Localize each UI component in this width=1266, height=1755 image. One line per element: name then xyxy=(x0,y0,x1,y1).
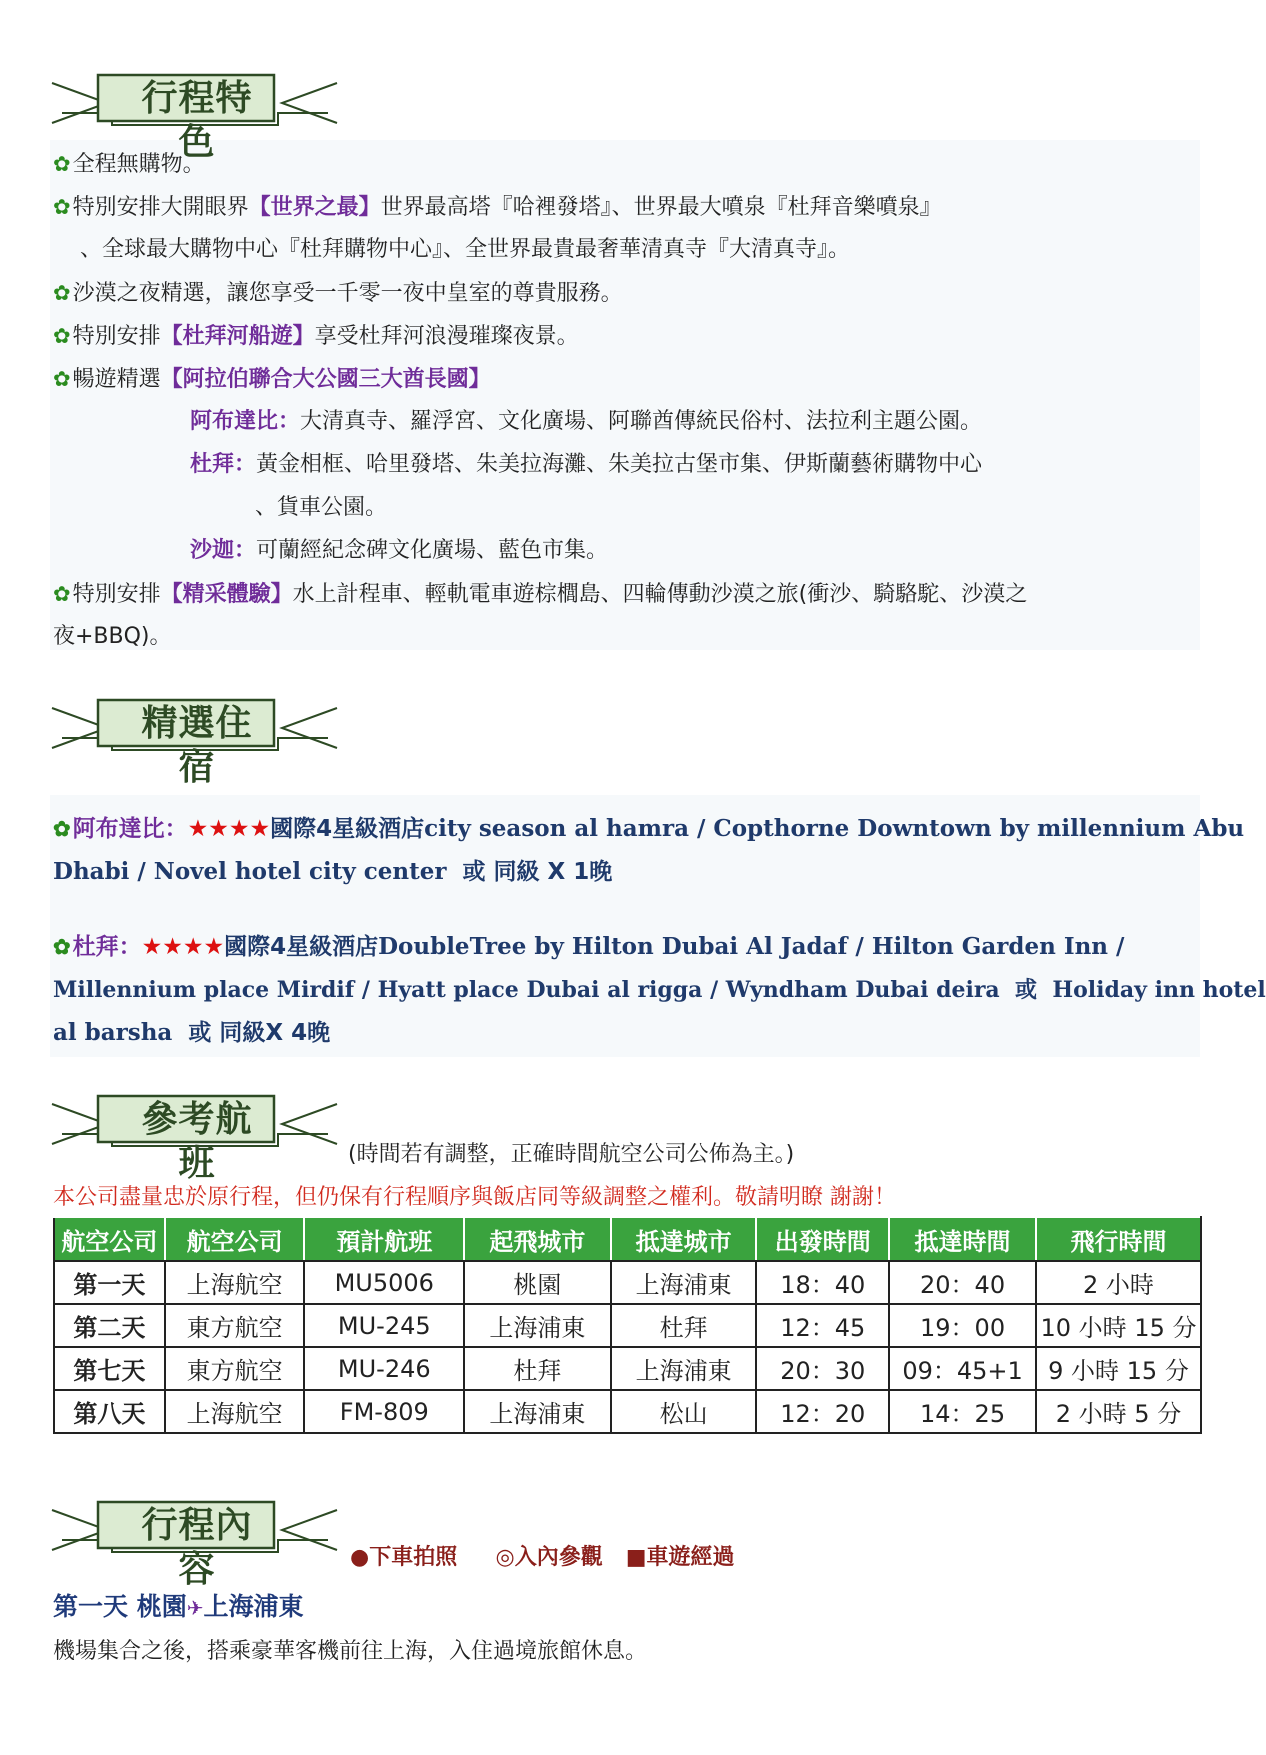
feature-line: ✿全程無購物。 xyxy=(53,152,205,177)
table-cell: 09：45+1 xyxy=(889,1347,1036,1390)
column-header: 航空公司 xyxy=(54,1217,165,1261)
table-cell: 12：45 xyxy=(756,1304,889,1347)
table-cell: 第二天 xyxy=(54,1304,165,1347)
table-cell: 杜拜 xyxy=(464,1347,611,1390)
hotel-abudhabi-cont: Dhabi / Novel hotel city center 或 同級 X 1晚 xyxy=(53,858,613,885)
table-cell: 上海浦東 xyxy=(464,1304,611,1347)
table-cell: FM-809 xyxy=(304,1390,464,1433)
table-cell: 第七天 xyxy=(54,1347,165,1390)
table-header-row xyxy=(54,1217,1201,1261)
flower-icon: ✿ xyxy=(53,152,71,176)
table-cell: MU-245 xyxy=(304,1304,464,1347)
feature-sub-dubai: 杜拜：黃金相框、哈里發塔、朱美拉海灘、朱美拉古堡市集、伊斯蘭藝術購物中心 xyxy=(190,452,983,477)
feature-line: ✿沙漠之夜精選，讓您享受一千零一夜中皇室的尊貴服務。 xyxy=(53,281,623,306)
section-title: 行程內容 xyxy=(141,1505,253,1590)
feature-sub-sharjah: 沙迦：可蘭經紀念碑文化廣場、藍色市集。 xyxy=(190,538,609,563)
table-cell: 杜拜 xyxy=(611,1304,757,1347)
table-cell: 上海浦東 xyxy=(464,1390,611,1433)
flower-icon: ✿ xyxy=(53,816,71,841)
table-cell: 18：40 xyxy=(756,1261,889,1304)
section-heading-itinerary xyxy=(52,1500,337,1590)
hotel-abudhabi: ✿阿布達比：★★★★國際4星級酒店city season al hamra / Copthorne Downtown by millennium Abu xyxy=(53,815,1245,842)
airplane-icon: ✈ xyxy=(186,1596,204,1620)
flower-icon: ✿ xyxy=(53,281,71,305)
table-cell: 20：40 xyxy=(889,1261,1036,1304)
table-cell: 9 小時 15 分 xyxy=(1036,1347,1201,1390)
hotel-dubai-cont: al barsha 或 同級X 4晚 xyxy=(53,1019,331,1046)
feature-line: ✿特別安排大開眼界【世界之最】世界最高塔『哈裡發塔』、世界最大噴泉『杜拜音樂噴泉』 xyxy=(53,195,942,220)
table-cell: 12：20 xyxy=(756,1390,889,1433)
day1-title: 第一天 桃園✈上海浦東 xyxy=(53,1592,304,1621)
column-header: 出發時間 xyxy=(756,1217,889,1261)
feature-sub-abudhabi: 阿布達比：大清真寺、羅浮宮、文化廣場、阿聯酋傳統民俗村、法拉利主題公園。 xyxy=(190,409,983,434)
table-cell: 上海浦東 xyxy=(611,1261,757,1304)
column-header: 航空公司 xyxy=(165,1217,305,1261)
section-heading-hotels xyxy=(52,698,337,788)
table-cell: 14：25 xyxy=(889,1390,1036,1433)
legend-photo: ●下車拍照 xyxy=(350,1545,458,1570)
table-row xyxy=(54,1304,1201,1347)
table-row xyxy=(54,1261,1201,1304)
table-cell: 第一天 xyxy=(54,1261,165,1304)
section-heading-features xyxy=(52,73,337,163)
feature-line: ✿暢遊精選【阿拉伯聯合大公國三大酋長國】 xyxy=(53,367,491,392)
itinerary-legend xyxy=(350,1540,734,1571)
day1-description: 機場集合之後，搭乘豪華客機前往上海，入住過境旅館休息。 xyxy=(53,1639,648,1664)
section-title: 行程特色 xyxy=(141,78,253,163)
star-rating: ★★★★ xyxy=(141,934,225,960)
flower-icon: ✿ xyxy=(53,367,71,391)
column-header: 起飛城市 xyxy=(464,1217,611,1261)
table-cell: 20：30 xyxy=(756,1347,889,1390)
flower-icon: ✿ xyxy=(53,582,71,606)
section-title: 參考航班 xyxy=(141,1099,253,1184)
feature-line: ✿特別安排【杜拜河船遊】享受杜拜河浪漫璀璨夜景。 xyxy=(53,324,579,349)
table-cell: MU5006 xyxy=(304,1261,464,1304)
feature-line: 夜+BBQ)。 xyxy=(53,624,172,649)
column-header: 抵達時間 xyxy=(889,1217,1036,1261)
table-cell: MU-246 xyxy=(304,1347,464,1390)
hotel-dubai: ✿杜拜：★★★★國際4星級酒店DoubleTree by Hilton Dubai Al Jadaf / Hilton Garden Inn / xyxy=(53,933,1125,960)
star-rating: ★★★★ xyxy=(187,816,271,842)
table-cell: 東方航空 xyxy=(165,1347,305,1390)
table-cell: 19：00 xyxy=(889,1304,1036,1347)
table-cell: 上海航空 xyxy=(165,1390,305,1433)
hotel-dubai-cont: Millennium place Mirdif / Hyatt place Dubai al rigga / Wyndham Dubai deira 或 Holiday inn hotel xyxy=(53,977,1266,1003)
feature-sub-dubai-cont: 、貨車公園。 xyxy=(255,495,388,520)
table-cell: 2 小時 xyxy=(1036,1261,1201,1304)
section-title: 精選住宿 xyxy=(141,703,253,788)
flight-time-note: (時間若有調整，正確時間航空公司公佈為主。) xyxy=(348,1142,795,1167)
flower-icon: ✿ xyxy=(53,195,71,219)
flower-icon: ✿ xyxy=(53,324,71,348)
table-cell: 2 小時 5 分 xyxy=(1036,1390,1201,1433)
table-cell: 第八天 xyxy=(54,1390,165,1433)
table-cell: 東方航空 xyxy=(165,1304,305,1347)
section-heading-flights xyxy=(52,1094,337,1184)
legend-drive: ■車遊經過 xyxy=(625,1545,735,1570)
column-header: 預計航班 xyxy=(304,1217,464,1261)
table-row xyxy=(54,1390,1201,1433)
table-cell: 上海航空 xyxy=(165,1261,305,1304)
legend-visit: ◎入內參觀 xyxy=(495,1545,603,1570)
table-row xyxy=(54,1347,1201,1390)
flower-icon: ✿ xyxy=(53,934,71,959)
column-header: 飛行時間 xyxy=(1036,1217,1201,1261)
company-notice: 本公司盡量忠於原行程，但仍保有行程順序與飯店同等級調整之權利。敬請明瞭 謝謝！ xyxy=(53,1185,896,1210)
column-header: 抵達城市 xyxy=(611,1217,757,1261)
feature-line: ✿特別安排【精采體驗】水上計程車、輕軌電車遊棕櫚島、四輪傳動沙漠之旅(衝沙、騎駱駝、沙漠之 xyxy=(53,582,1028,607)
table-cell: 松山 xyxy=(611,1390,757,1433)
table-cell: 上海浦東 xyxy=(611,1347,757,1390)
table-cell: 桃園 xyxy=(464,1261,611,1304)
flight-table xyxy=(53,1216,1202,1434)
feature-line: 、全球最大購物中心『杜拜購物中心』、全世界最貴最奢華清真寺『大清真寺』。 xyxy=(80,237,851,262)
table-cell: 10 小時 15 分 xyxy=(1036,1304,1201,1347)
